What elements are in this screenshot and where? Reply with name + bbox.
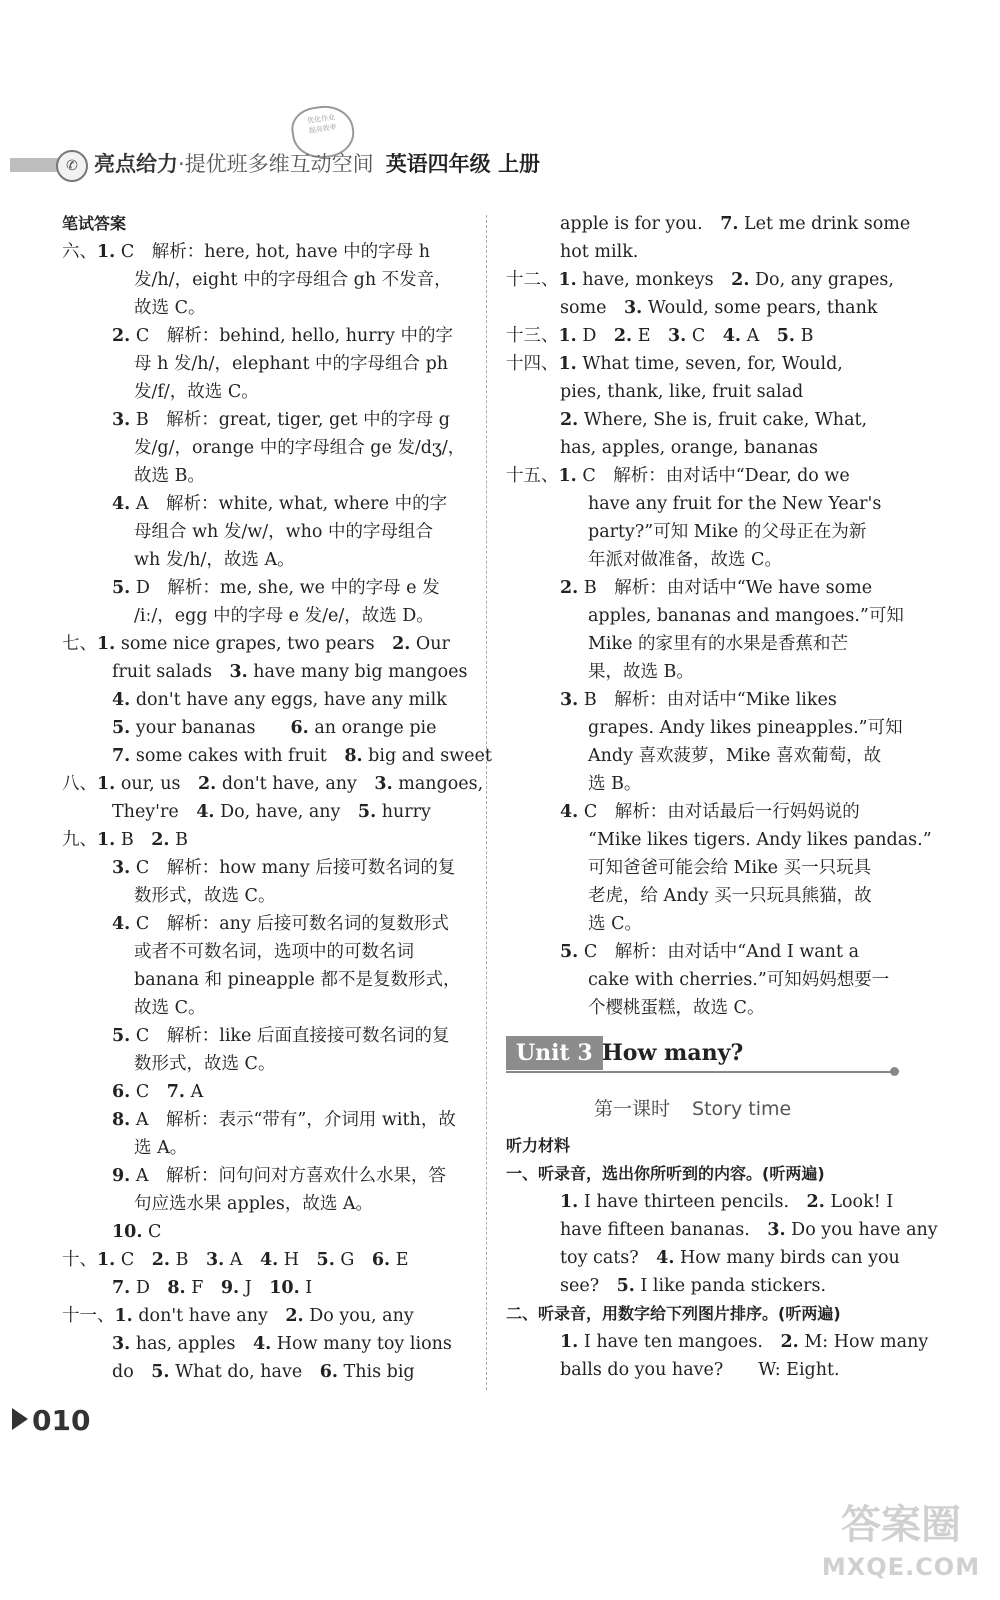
item-text: big and sweet <box>362 746 492 766</box>
answer-text: 故选 C。 <box>134 298 206 318</box>
column-divider <box>486 215 487 1390</box>
answer-line <box>506 1188 898 1216</box>
section-label: 十、 <box>62 1250 97 1270</box>
item-text: some nice grapes, two pears <box>115 634 393 654</box>
section-label: 六、 <box>62 242 97 262</box>
answer-text: /iː/，egg 中的字母 e 发/e/，故选 D。 <box>134 606 434 626</box>
answer-text: 选 B。 <box>588 774 642 794</box>
item-number: 5. <box>316 1250 335 1270</box>
answer-line <box>62 1050 472 1078</box>
item-number: 10. <box>269 1278 300 1298</box>
item-number: 2. <box>285 1306 304 1326</box>
item-number: 5. <box>560 942 579 962</box>
item-text: has, apples <box>130 1334 253 1354</box>
item-number: 1. <box>97 830 116 850</box>
answer-line <box>62 798 472 826</box>
item-number: 3. <box>560 690 579 710</box>
answer-line <box>506 966 898 994</box>
item-text: A 解析：表示“带有”，介词用 with，故 <box>130 1110 456 1130</box>
unit-title: How many? <box>602 1040 744 1066</box>
item-number: 4. <box>722 326 742 346</box>
answer-text: wh 发/h/，故选 A。 <box>134 550 295 570</box>
item-number: 2. <box>780 1332 799 1352</box>
item-number: 5. <box>112 718 131 738</box>
section-heading <box>506 1132 898 1160</box>
item-number: 8. <box>344 746 363 766</box>
section-label: 十一、 <box>62 1306 115 1326</box>
item-number: 4. <box>252 1334 272 1354</box>
answer-line <box>62 238 472 266</box>
answer-text: Andy 喜欢菠萝，Mike 喜欢葡萄，故 <box>588 746 882 766</box>
item-text: C 解析：由对话最后一行妈妈说的 <box>578 802 860 822</box>
answer-line <box>506 882 898 910</box>
item-number: 1. <box>558 270 577 290</box>
item-text: C 解析：how many 后接可数名词的复 <box>130 858 456 878</box>
item-number: 2. <box>197 774 217 794</box>
answer-text: grapes. Andy likes pineapples.”可知 <box>588 718 903 738</box>
item-text: D <box>576 326 614 346</box>
answer-text: 故选 B。 <box>134 466 205 486</box>
item-number: 1. <box>97 774 116 794</box>
section-label: 十三、 <box>506 326 559 346</box>
item-number: 7. <box>720 214 739 234</box>
unit-rule-dot <box>890 1067 899 1076</box>
answer-line <box>506 798 898 826</box>
item-text: Look! I <box>824 1192 894 1212</box>
item-text: Where, She is, fruit cake, What, <box>578 410 868 430</box>
answer-line <box>506 1216 938 1244</box>
item-text: Do you have any <box>785 1220 938 1240</box>
watermark-en: MXQE.COM <box>821 1553 981 1581</box>
answer-line <box>62 1078 472 1106</box>
answer-line <box>62 686 472 714</box>
answer-text: 个樱桃蛋糕，故选 C。 <box>588 998 765 1018</box>
item-number: 9. <box>220 1278 240 1298</box>
item-text: mangoes, <box>392 774 484 794</box>
item-text: I <box>299 1278 313 1298</box>
answer-line <box>506 910 898 938</box>
answer-line <box>506 854 898 882</box>
answer-text: apple is for you. <box>560 214 721 234</box>
answer-line <box>506 994 898 1022</box>
listening-section <box>506 1132 938 1384</box>
item-text: This big <box>337 1362 415 1382</box>
answer-line <box>62 658 472 686</box>
item-number: 1. <box>97 1250 116 1270</box>
answer-text: fruit salads <box>112 662 230 682</box>
answer-line <box>62 938 472 966</box>
lesson-title-cn: 第一课时 <box>594 1098 671 1120</box>
answer-line <box>506 434 898 462</box>
answer-line <box>506 546 898 574</box>
lesson-title <box>594 1094 791 1121</box>
item-text: Let me drink some <box>738 214 911 234</box>
answer-text: 数形式，故选 C。 <box>134 886 276 906</box>
answer-line <box>62 966 472 994</box>
heading-text: 二、听录音，用数字给下列图片排序。(听两遍) <box>506 1304 841 1323</box>
item-text: A <box>185 1082 204 1102</box>
answer-text: 母 h 发/h/，elephant 中的字母组合 ph <box>134 354 449 374</box>
answer-line <box>62 1106 472 1134</box>
answer-text: do <box>112 1362 152 1382</box>
answer-line <box>62 1162 472 1190</box>
answer-line <box>62 714 472 742</box>
item-number: 4. <box>656 1248 675 1268</box>
item-number: 8. <box>112 1110 131 1130</box>
answer-line <box>62 994 472 1022</box>
answer-text: 句应选水果 apples，故选 A。 <box>134 1194 374 1214</box>
answer-line <box>506 210 911 238</box>
item-number: 5. <box>112 1026 131 1046</box>
item-number: 1. <box>97 634 116 654</box>
answer-text: 选 C。 <box>588 914 642 934</box>
header-stamp: 优化作业 提高效率 <box>289 102 358 162</box>
answer-text: 果，故选 B。 <box>588 662 694 682</box>
answer-line <box>506 658 898 686</box>
answer-line <box>62 490 472 518</box>
item-number: 5. <box>776 326 795 346</box>
item-number: 1. <box>558 466 577 486</box>
item-number: 6. <box>371 1250 391 1270</box>
answer-line <box>62 910 472 938</box>
answer-line <box>62 518 472 546</box>
item-number: 1. <box>558 354 577 374</box>
item-number: 3. <box>374 774 393 794</box>
answer-line <box>62 294 472 322</box>
section-heading <box>506 1160 898 1188</box>
item-number: 1. <box>558 326 577 346</box>
item-text: How many birds can you <box>674 1248 900 1268</box>
item-number: 6. <box>112 1082 131 1102</box>
answer-line <box>506 826 932 854</box>
answer-line <box>62 322 472 350</box>
answer-text: 选 A。 <box>134 1138 188 1158</box>
item-number: 6. <box>319 1362 338 1382</box>
answer-text: 发/f/，故选 C。 <box>134 382 259 402</box>
item-text: Do, any grapes, <box>749 270 894 290</box>
item-number: 2. <box>151 1250 171 1270</box>
answer-text: apples, bananas and mangoes.”可知 <box>588 606 904 626</box>
answer-line <box>506 238 898 266</box>
item-number: 7. <box>112 746 131 766</box>
item-text: B 解析：由对话中“Mike likes <box>578 690 837 710</box>
answer-text: 年派对做准备，故选 C。 <box>588 550 782 570</box>
item-text: D <box>130 1278 168 1298</box>
item-text: E <box>390 1250 409 1270</box>
item-text: don't have any eggs, have any milk <box>130 690 447 710</box>
item-text: Do, have, any <box>214 802 358 822</box>
answer-line <box>62 462 472 490</box>
item-text: an orange pie <box>308 718 437 738</box>
unit-rule <box>506 1071 892 1073</box>
answer-line <box>62 1302 472 1330</box>
answer-text: 发/g/，orange 中的字母组合 ge 发/dʒ/， <box>134 438 466 458</box>
item-text: B 解析：由对话中“We have some <box>578 578 873 598</box>
answer-line <box>506 938 898 966</box>
answer-line <box>62 434 472 462</box>
item-text: How many toy lions <box>271 1334 452 1354</box>
answer-text: 老虎，给 Andy 买一只玩具熊猫，故 <box>588 886 872 906</box>
answer-line <box>506 322 898 350</box>
brand-name: 亮点给力 <box>94 152 178 176</box>
answer-line <box>506 686 898 714</box>
item-text: A <box>224 1250 260 1270</box>
answer-text: have any fruit for the New Year's <box>588 494 882 514</box>
section-heading <box>62 210 472 238</box>
item-text: What time, seven, for, Would, <box>576 354 843 374</box>
answer-text: They're <box>112 802 197 822</box>
item-text: C 解析：由对话中“Dear, do we <box>576 466 850 486</box>
item-number: 2. <box>392 634 411 654</box>
item-text: A 解析：white, what, where 中的字 <box>130 494 448 514</box>
answer-text: toy cats? <box>560 1248 657 1268</box>
section-label: 十五、 <box>506 466 559 486</box>
section-label: 七、 <box>62 634 97 654</box>
item-text: your bananas <box>130 718 291 738</box>
item-text: I have ten mangoes. <box>578 1332 781 1352</box>
answer-line <box>62 1330 472 1358</box>
course-title: 英语四年级 上册 <box>385 152 540 176</box>
answer-text: “Mike likes tigers. Andy likes pandas.” <box>588 830 932 850</box>
item-number: 2. <box>560 578 579 598</box>
item-text: B 解析：great, tiger, get 中的字母 g <box>130 410 450 430</box>
item-text: H <box>278 1250 317 1270</box>
item-number: 5. <box>616 1276 635 1296</box>
answer-line <box>506 294 898 322</box>
header-subtitle: 提优班多维互动空间 <box>184 152 374 176</box>
item-text: C <box>686 326 723 346</box>
section-label: 十四、 <box>506 354 559 374</box>
answer-line <box>506 770 898 798</box>
answer-line <box>62 770 484 798</box>
item-text: M: How many <box>798 1332 929 1352</box>
page-header <box>10 113 990 188</box>
heading-text: 一、听录音，选出你所听到的内容。(听两遍) <box>506 1164 825 1183</box>
heading-text: 笔试答案 <box>62 214 127 233</box>
item-number: 4. <box>112 690 131 710</box>
answer-line <box>506 714 903 742</box>
item-text: I have thirteen pencils. <box>578 1192 807 1212</box>
item-number: 3. <box>112 410 131 430</box>
item-number: 3. <box>623 298 643 318</box>
answer-line <box>62 406 472 434</box>
answer-line <box>506 378 898 406</box>
page-number-text: 010 <box>32 1404 91 1437</box>
right-column <box>506 210 932 1022</box>
answer-line <box>506 1244 898 1272</box>
answer-text: 故选 C。 <box>134 998 206 1018</box>
answer-text: hot milk. <box>560 242 639 262</box>
answer-line <box>506 1328 929 1356</box>
item-number: 2. <box>731 270 750 290</box>
play-triangle-icon <box>12 1408 28 1430</box>
item-number: 1. <box>97 242 116 262</box>
answer-text: some <box>560 298 624 318</box>
item-number: 3. <box>112 1334 131 1354</box>
answer-text: balls do you have? W: Eight. <box>560 1360 840 1380</box>
answer-text: 母组合 wh 发/w/，who 中的字母组合 <box>134 522 433 542</box>
item-number: 4. <box>112 494 131 514</box>
item-text: hurry <box>376 802 431 822</box>
item-text: J <box>239 1278 270 1298</box>
answer-line <box>506 742 898 770</box>
answer-line <box>62 630 472 658</box>
answer-line <box>506 518 898 546</box>
item-text: Our <box>410 634 450 654</box>
item-text: C <box>142 1222 162 1242</box>
answer-text: 可知爸爸可能会给 Mike 买一只玩具 <box>588 858 872 878</box>
answer-line <box>62 602 472 630</box>
item-number: 4. <box>259 1250 279 1270</box>
item-number: 2. <box>151 830 170 850</box>
item-text: What do, have <box>169 1362 320 1382</box>
item-text: B <box>115 830 152 850</box>
answer-text: banana 和 pineapple 都不是复数形式， <box>134 970 461 990</box>
answer-line <box>62 1134 472 1162</box>
answer-text: have fifteen bananas. <box>560 1220 768 1240</box>
section-label: 八、 <box>62 774 97 794</box>
item-number: 2. <box>112 326 131 346</box>
item-text: don't have, any <box>216 774 375 794</box>
item-text: some cakes with fruit <box>130 746 345 766</box>
answer-text: 发/h/，eight 中的字母组合 gh 不发音， <box>134 270 452 290</box>
watermark-cn: 答案圈 <box>841 1502 961 1548</box>
item-number: 8. <box>167 1278 186 1298</box>
item-number: 3. <box>229 662 248 682</box>
header-decor-bar <box>10 158 60 172</box>
answer-text: has, apples, orange, bananas <box>560 438 819 458</box>
item-number: 2. <box>613 326 633 346</box>
item-text: C 解析：由对话中“And I want a <box>578 942 860 962</box>
item-text: have many big mangoes <box>247 662 468 682</box>
item-text: B <box>169 830 188 850</box>
item-number: 4. <box>112 914 131 934</box>
answer-line <box>506 490 898 518</box>
item-text: I like panda stickers. <box>634 1276 827 1296</box>
answer-line <box>62 1246 472 1274</box>
item-number: 6. <box>290 718 309 738</box>
lesson-title-en: Story time <box>692 1098 792 1120</box>
item-text: Would, some pears, thank <box>642 298 878 318</box>
item-number: 1. <box>560 1332 579 1352</box>
answer-line <box>62 1218 472 1246</box>
answer-line <box>62 854 472 882</box>
item-number: 7. <box>166 1082 186 1102</box>
answer-line <box>62 378 472 406</box>
answer-line <box>506 406 898 434</box>
item-text: F <box>185 1278 221 1298</box>
answer-text: 或者不可数名词，选项中的可数名词 <box>134 942 414 962</box>
item-text: C <box>115 1250 152 1270</box>
item-number: 9. <box>112 1166 131 1186</box>
header-title <box>94 148 540 178</box>
item-text: don't have any <box>132 1306 286 1326</box>
answer-line <box>62 574 472 602</box>
item-text: A 解析：问句问对方喜欢什么水果，答 <box>130 1166 446 1186</box>
page-number <box>12 1404 90 1437</box>
whistle-icon: ✆ <box>56 150 88 182</box>
answer-line <box>62 546 472 574</box>
item-number: 5. <box>357 802 377 822</box>
item-text: A <box>741 326 777 346</box>
answer-line <box>506 1272 898 1300</box>
item-text: C 解析：behind, hello, hurry 中的字 <box>130 326 453 346</box>
item-number: 1. <box>114 1306 133 1326</box>
answer-text: see? <box>560 1276 617 1296</box>
item-number: 10. <box>112 1222 143 1242</box>
heading-text: 听力材料 <box>506 1136 571 1155</box>
answer-line <box>62 350 472 378</box>
item-text: E <box>632 326 668 346</box>
item-number: 4. <box>196 802 215 822</box>
answer-line <box>62 742 492 770</box>
site-watermark <box>806 1500 996 1596</box>
answer-line <box>506 462 898 490</box>
section-label: 九、 <box>62 830 97 850</box>
item-number: 2. <box>806 1192 825 1212</box>
answer-text: cake with cherries.”可知妈妈想要一 <box>588 970 890 990</box>
item-number: 1. <box>560 1192 579 1212</box>
answer-line <box>62 1358 472 1386</box>
item-text: C 解析：here, hot, have 中的字母 h <box>115 242 431 262</box>
section-label: 十二、 <box>506 270 559 290</box>
answer-line <box>62 1190 472 1218</box>
left-column <box>62 210 492 1386</box>
section-heading <box>506 1300 898 1328</box>
item-text: our, us <box>115 774 198 794</box>
item-text: C 解析：like 后面直接接可数名词的复 <box>130 1026 450 1046</box>
answer-line <box>62 826 472 854</box>
answer-line <box>62 1274 472 1302</box>
item-text: B <box>170 1250 206 1270</box>
item-text: Do you, any <box>303 1306 414 1326</box>
answer-line <box>62 1022 472 1050</box>
item-text: D 解析：me, she, we 中的字母 e 发 <box>130 578 440 598</box>
answer-line <box>62 882 472 910</box>
answer-line <box>506 350 898 378</box>
answer-line <box>506 266 898 294</box>
item-number: 5. <box>151 1362 170 1382</box>
item-text: C <box>130 1082 167 1102</box>
item-text: C 解析：any 后接可数名词的复数形式 <box>130 914 449 934</box>
header-dot: · <box>178 152 185 176</box>
answer-line <box>62 266 472 294</box>
item-text: G <box>334 1250 372 1270</box>
unit-tag: Unit 3 <box>506 1036 603 1070</box>
answer-text: pies, thank, like, fruit salad <box>560 382 804 402</box>
item-number: 3. <box>767 1220 786 1240</box>
answer-text: Mike 的家里有的水果是香蕉和芒 <box>588 634 849 654</box>
answer-line <box>506 602 904 630</box>
item-number: 5. <box>112 578 131 598</box>
item-number: 4. <box>560 802 579 822</box>
answer-line <box>506 1356 898 1384</box>
answer-line <box>506 574 898 602</box>
item-text: B <box>795 326 814 346</box>
answer-text: 数形式，故选 C。 <box>134 1054 276 1074</box>
item-number: 3. <box>205 1250 225 1270</box>
unit-header <box>506 1036 898 1072</box>
answer-text: party?”可知 Mike 的父母正在为新 <box>588 522 867 542</box>
item-number: 3. <box>112 858 131 878</box>
item-number: 2. <box>560 410 579 430</box>
item-text: have, monkeys <box>576 270 732 290</box>
answer-line <box>506 630 898 658</box>
item-number: 3. <box>668 326 687 346</box>
item-number: 7. <box>112 1278 131 1298</box>
